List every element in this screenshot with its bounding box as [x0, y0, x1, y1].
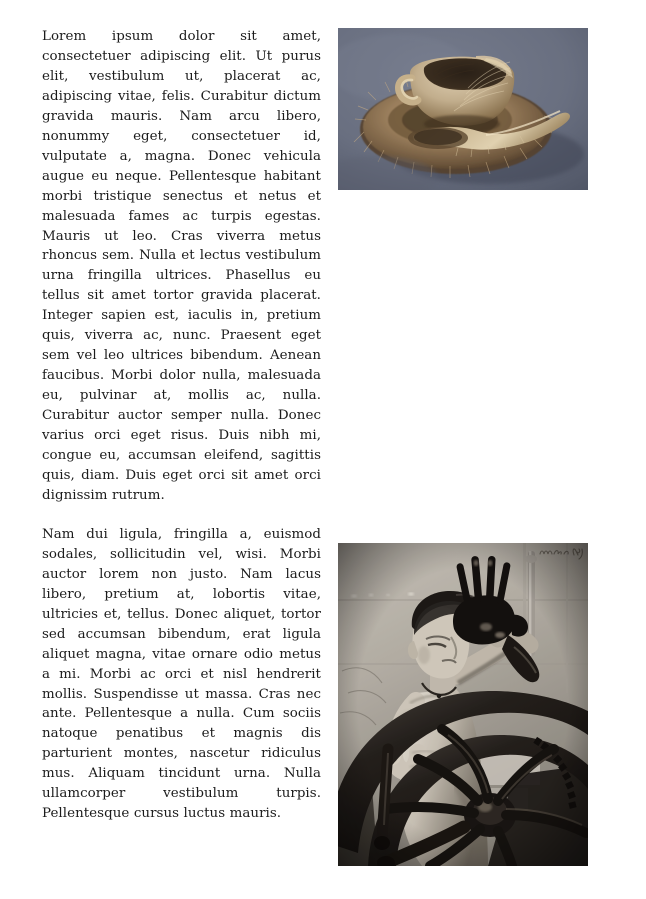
- figure-erotique-voilee: [338, 543, 588, 866]
- figure-fur-teacup: [338, 28, 588, 190]
- printing-press-portrait-illustration: [338, 543, 588, 866]
- body-paragraph-2: Nam dui ligula, fringilla a, euismod sodales, sollicitudin vel, wisi. Morbi auctor lorem non justo. Nam lacus libero, pretium at, lobortis vitae, ultricies et, tellus. Donec aliquet, tortor sed accumsan bibendum, erat ligula aliquet magna, vitae ornare odio metus a mi. Morbi ac orci et nisl hendrerit mollis. Suspendisse ut massa. Cras nec ante. Pellentesque a nulla. Cum sociis natoque penatibus et magnis dis parturient montes, nascetur ridiculus mus. Aliquam tincidunt urna. Nulla ullamcorper vestibulum turpis. Pellentesque cursus luctus mauris.: [42, 526, 321, 822]
- body-paragraph-1: Lorem ipsum dolor sit amet, consectetuer adipiscing elit. Ut purus elit, vestibulum ut, placerat ac, adipiscing vitae, felis. Curabitur dictum gravida mauris. Nam arcu libero, nonummy eget, consectetuer id, vulputate a, magna. Donec vehicula augue eu neque. Pellentesque habitant morbi tristique senectus et netus et malesuada fames ac turpis egestas. Mauris ut leo. Cras viverra metus rhoncus sem. Nulla et lectus vestibulum urna fringilla ultrices. Phasellus eu tellus sit amet tortor gravida placerat. Integer sapien est, iaculis in, pretium quis, viverra ac, nunc. Praesent eget sem vel leo ultrices bibendum. Aenean faucibus. Morbi dolor nulla, malesuada eu, pulvinar at, mollis ac, nulla. Curabitur auctor semper nulla. Donec varius orci eget risus. Duis nibh mi, congue eu, accumsan eleifend, sagittis quis, diam. Duis eget orci sit amet orci dignissim rutrum.: [42, 29, 321, 503]
- fur-teacup-illustration: [338, 28, 588, 190]
- body-text-column: [42, 27, 321, 843]
